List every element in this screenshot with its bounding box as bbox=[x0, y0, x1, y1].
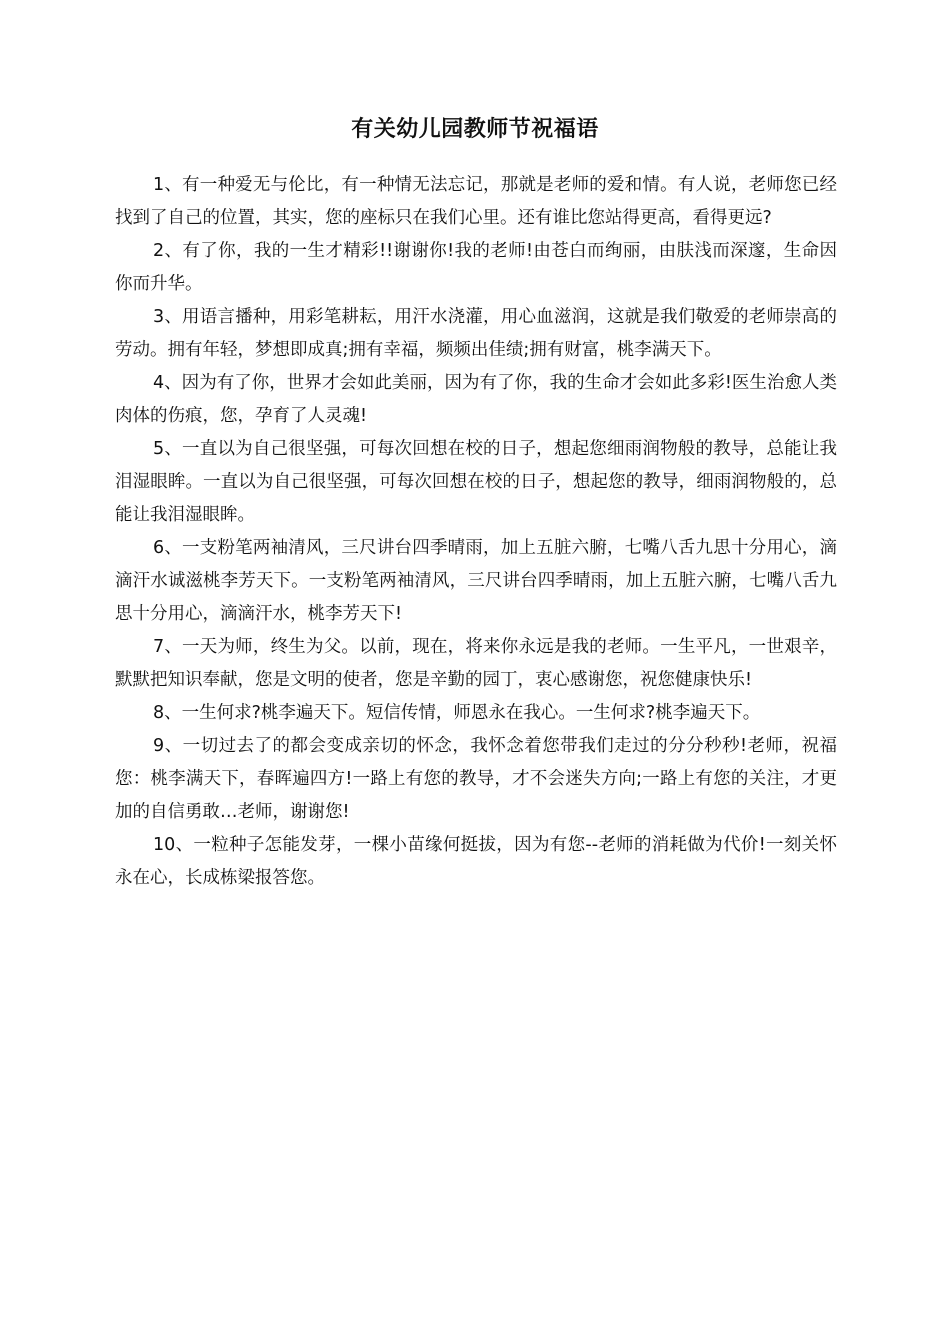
paragraph-9: 9、一切过去了的都会变成亲切的怀念，我怀念着您带我们走过的分分秒秒!老师，祝福您：桃李满天下，春晖遍四方!一路上有您的教导，才不会迷失方向;一路上有您的关注，才更加的自信勇敢…老师，谢谢您! bbox=[115, 736, 837, 822]
paragraph-8: 8、一生何求?桃李遍天下。短信传情，师恩永在我心。一生何求?桃李遍天下。 bbox=[153, 703, 761, 723]
document-title: 有关幼儿园教师节祝福语 bbox=[351, 117, 599, 142]
paragraph-7: 7、一天为师，终生为父。以前，现在，将来你永远是我的老师。一生平凡，一世艰辛，默默把知识奉献，您是文明的使者，您是辛勤的园丁，衷心感谢您，祝您健康快乐! bbox=[115, 637, 837, 690]
document-body bbox=[115, 169, 837, 895]
paragraph-1: 1、有一种爱无与伦比，有一种情无法忘记，那就是老师的爱和情。有人说，老师您已经找到了自己的位置，其实，您的座标只在我们心里。还有谁比您站得更高，看得更远? bbox=[115, 175, 837, 228]
paragraph-5: 5、一直以为自己很坚强，可每次回想在校的日子，想起您细雨润物般的教导，总能让我泪湿眼眸。一直以为自己很坚强，可每次回想在校的日子，想起您的教导，细雨润物般的，总能让我泪湿眼眸。 bbox=[115, 439, 837, 525]
paragraph-10: 10、一粒种子怎能发芽，一棵小苗缘何挺拔，因为有您--老师的消耗做为代价!一刻关怀永在心，长成栋梁报答您。 bbox=[115, 835, 837, 888]
paragraph-4: 4、因为有了你，世界才会如此美丽，因为有了你，我的生命才会如此多彩!医生治愈人类肉体的伤痕，您，孕育了人灵魂! bbox=[115, 373, 837, 426]
paragraph-3: 3、用语言播种，用彩笔耕耘，用汗水浇灌，用心血滋润，这就是我们敬爱的老师崇高的劳动。拥有年轻，梦想即成真;拥有幸福，频频出佳绩;拥有财富，桃李满天下。 bbox=[115, 307, 837, 360]
paragraph-6: 6、一支粉笔两袖清风，三尺讲台四季晴雨，加上五脏六腑，七嘴八舌九思十分用心，滴滴汗水诚滋桃李芳天下。一支粉笔两袖清风，三尺讲台四季晴雨，加上五脏六腑，七嘴八舌九思十分用心，滴滴汗水，桃李芳天下! bbox=[115, 538, 837, 624]
paragraph-2: 2、有了你，我的一生才精彩!!谢谢你!我的老师!由苍白而绚丽，由肤浅而深邃，生命因你而升华。 bbox=[115, 241, 837, 294]
